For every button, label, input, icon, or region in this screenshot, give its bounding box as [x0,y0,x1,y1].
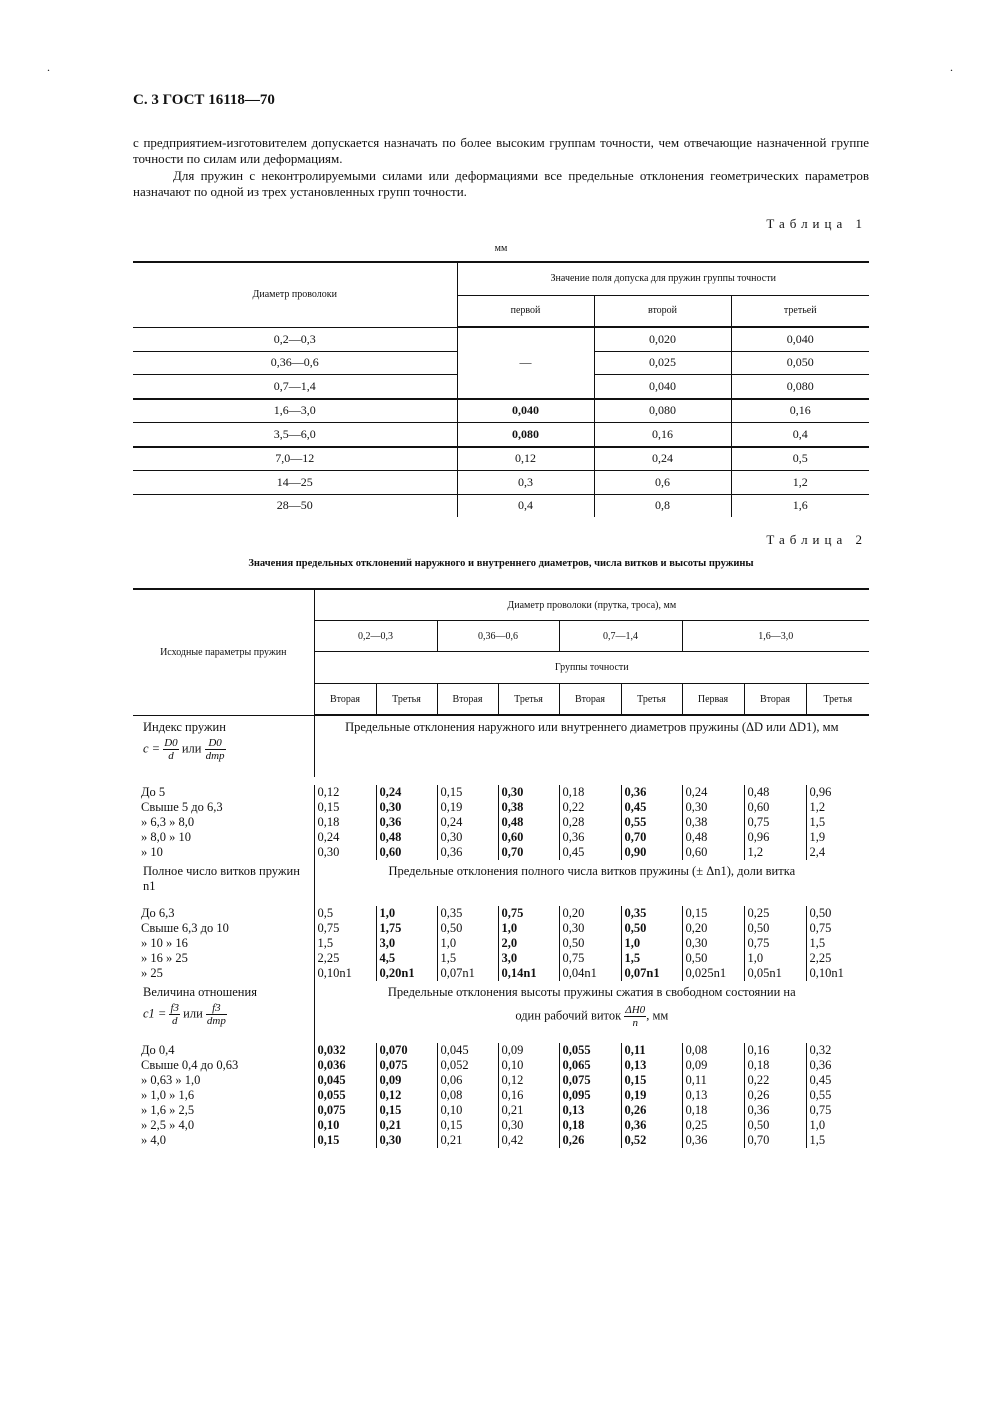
table-2 [133,588,869,1148]
table-cell: 0,18 [682,1103,744,1118]
table-cell: 0,21 [437,1133,498,1148]
table-cell: 0,90 [621,845,682,860]
table-cell: 0,21 [498,1103,559,1118]
section2-title: Предельные отклонения полного числа витков пружины (± Δn1), доли витка [314,860,869,906]
table-cell: 0,36 [376,815,437,830]
section1-label-cell [133,715,314,777]
table-cell: 0,10n1 [806,966,869,981]
table2-group: Третья [806,684,869,716]
table-cell: 0,13 [682,1088,744,1103]
table-cell: 4,5 [376,951,437,966]
scan-mark-left: . [47,60,50,74]
section3-fraction [169,1002,180,1027]
section3-title-fraction [624,1004,646,1029]
table-cell: 1,2 [731,471,869,495]
table-cell: 0,8 [594,494,731,517]
table-cell: 0,50 [806,906,869,921]
table-cell: 0,70 [621,830,682,845]
row-label: » 1,6 » 2,5 [141,1103,195,1117]
table-cell: 0,32 [806,1043,869,1058]
table-cell: 0,30 [314,845,376,860]
row-label: » 6,3 » 8,0 [141,815,195,829]
table-cell: 0,36 [682,1133,744,1148]
section3-formula-or: или [183,1006,203,1021]
page-header: С. 3 ГОСТ 16118—70 [133,92,275,108]
table-cell: 0,07n1 [621,966,682,981]
table-cell: 0,75 [559,951,621,966]
table-cell: 0,60 [498,830,559,845]
table-cell: 28—50 [276,498,313,513]
table-cell: 3,5—6,0 [133,423,457,447]
table-cell: 0,12 [498,1073,559,1088]
table-row [133,494,869,517]
table-cell: 0,13 [559,1103,621,1118]
table-row [133,1058,869,1073]
table-cell: 0,09 [376,1073,437,1088]
row-label: Свыше 6,3 до 10 [141,921,229,935]
table-cell: 0,6 [594,471,731,495]
fraction-denominator: d [172,1015,178,1027]
row-label: » 4,0 [141,1133,166,1147]
table-cell: 0,96 [744,830,806,845]
table-cell: 3,0 [376,936,437,951]
table-row [133,785,869,800]
table-cell: 0,08 [682,1043,744,1058]
table-cell: 0,10n1 [314,966,376,981]
table-row [133,921,869,936]
table-cell: 0,5 [731,447,869,471]
table-cell: 0,24 [594,447,731,471]
table-1 [133,261,869,517]
table-cell: 0,040 [457,399,594,423]
table-cell: 1,0 [498,921,559,936]
table-cell: 0,065 [559,1058,621,1073]
table-cell: 0,025n1 [682,966,744,981]
table-row [133,951,869,966]
table-cell: 0,18 [314,815,376,830]
section1-formula-or: или [181,740,202,755]
table-cell: 0,48 [744,785,806,800]
table-cell: 0,75 [314,921,376,936]
table-cell: 0,15 [376,1103,437,1118]
table2-group: Третья [621,684,682,716]
table-cell: 0,38 [498,800,559,815]
table-cell: 2,25 [806,951,869,966]
table-cell: 0,50 [744,1118,806,1133]
section3-title-c: , мм [646,1008,669,1023]
table2-group: Вторая [437,684,498,716]
table2-group: Первая [682,684,744,716]
table-cell: 0,38 [682,815,744,830]
section1-label: Индекс пружин [143,719,226,734]
table-cell: 0,10 [437,1103,498,1118]
fraction-numerator: ΔH0 [625,1004,646,1016]
table-cell: 0,10 [314,1118,376,1133]
table-cell: 0,10 [498,1058,559,1073]
table-cell: 0,025 [594,351,731,375]
table1-header-group: Значение поля допуска для пружин группы точности [457,262,869,295]
table1-dash-cell: — [457,327,594,399]
table-cell: 0,07n1 [437,966,498,981]
table-cell: 0,045 [314,1073,376,1088]
table-cell: 0,96 [806,785,869,800]
table-cell: 1,6 [731,494,869,517]
table-cell: 0,15 [682,906,744,921]
table-cell: 0,16 [498,1088,559,1103]
table-row [133,966,869,981]
table-cell: 0,36 [806,1058,869,1073]
table-row [133,815,869,830]
table-cell: 0,60 [376,845,437,860]
table-cell: 0,4 [731,423,869,447]
table-cell: 0,30 [498,785,559,800]
row-label: До 5 [141,785,166,799]
table-cell: 0,12 [457,447,594,471]
table-row [133,327,869,351]
table-cell: 0,60 [682,845,744,860]
table1-header-g3: третьей [731,295,869,327]
paragraph-1: с предприятием-изготовителем допускается назначать по более высоким группам точности, чем отвечающие назначенной группе точности по силам или деформациям. [133,135,869,166]
table-cell: 0,19 [437,800,498,815]
section3-title [314,981,869,1043]
table-cell: 1,5 [806,936,869,951]
table-cell: 0,15 [621,1073,682,1088]
table-cell: 0,24 [314,830,376,845]
table-cell: 1,9 [806,830,869,845]
table-cell: 1,2 [806,800,869,815]
table-cell: 0,095 [559,1088,621,1103]
table-cell: 1,75 [376,921,437,936]
table-cell: 1,0 [376,906,437,921]
table-cell: 0,36 [744,1103,806,1118]
table-row [133,1118,869,1133]
table-cell: 0,16 [731,399,869,423]
table-cell: 0,25 [744,906,806,921]
table-cell: 0,28 [559,815,621,830]
table-cell: 0,12 [314,785,376,800]
table-cell: 0,45 [559,845,621,860]
row-label: » 16 » 25 [141,951,188,965]
table-cell: 0,14n1 [498,966,559,981]
table-cell: 0,12 [376,1088,437,1103]
table-cell: 0,040 [731,327,869,351]
section3-formula-c: c1 = [143,1006,167,1021]
table-cell: 0,42 [498,1133,559,1148]
row-label: » 10 [141,845,163,859]
table-cell: 0,48 [498,815,559,830]
table-cell: 0,4 [457,494,594,517]
table-cell: 0,045 [437,1043,498,1058]
table-row [133,936,869,951]
table-cell: 0,11 [621,1043,682,1058]
table-cell: 0,35 [621,906,682,921]
table-cell: 0,15 [314,1133,376,1148]
row-label: » 2,5 » 4,0 [141,1118,195,1132]
table-cell: 1,5 [621,951,682,966]
section1-rows-anchor [133,777,869,785]
table-cell: 0,15 [437,1118,498,1133]
row-label: Свыше 0,4 до 0,63 [141,1058,239,1072]
section3-header-row [133,981,869,1043]
table-cell: 1,5 [806,815,869,830]
table2-group: Третья [498,684,559,716]
table-cell: 0,3 [457,471,594,495]
table-cell: 0,020 [594,327,731,351]
table-cell: 0,30 [682,800,744,815]
section1-fraction-2 [205,737,226,762]
table-cell: 1,2 [744,845,806,860]
fraction-numerator: f3 [206,1002,227,1015]
table2-group: Третья [376,684,437,716]
table-row [133,906,869,921]
table-cell: 0,30 [376,1133,437,1148]
table-cell: 0,09 [682,1058,744,1073]
table-row [133,800,869,815]
table1-header-wire: Диаметр проволоки [133,262,457,327]
table-cell: 0,26 [621,1103,682,1118]
row-label: » 10 » 16 [141,936,188,950]
table-cell: 0,30 [682,936,744,951]
row-label: » 25 [141,966,163,980]
section3-title-a: Предельные отклонения высоты пружины сжатия в свободном состоянии на [387,985,796,999]
table-cell: 0,48 [682,830,744,845]
fraction-numerator: f3 [170,1002,180,1014]
table-cell: 0,50 [621,921,682,936]
table-cell: 0,075 [314,1103,376,1118]
table-cell: 0,50 [559,936,621,951]
table-row [133,1133,869,1148]
row-label: » 8,0 » 10 [141,830,191,844]
table-cell: 0,05n1 [744,966,806,981]
table-cell: 0,7—1,4 [133,375,457,399]
table-cell: 1,0 [744,951,806,966]
fraction-denominator: d [168,749,174,762]
paragraph-2: Для пружин с неконтролируемыми силами или деформациями все предельные отклонения геометрических параметров назначают по одной из трех установленных групп точности. [133,168,869,199]
table-cell: 0,70 [498,845,559,860]
table-cell: 0,15 [437,785,498,800]
table-cell: 0,18 [559,1118,621,1133]
table-row [133,399,869,423]
table-row [133,830,869,845]
section2-label: Полное число витков пружин n1 [143,864,300,893]
table-cell: 0,36 [559,830,621,845]
table-cell: 0,22 [744,1073,806,1088]
table-cell: 0,5 [314,906,376,921]
table-cell: 0,30 [376,800,437,815]
table-cell: 0,24 [376,785,437,800]
table2-wire-range: 0,36—0,6 [437,621,559,652]
table-cell: 0,21 [376,1118,437,1133]
table-cell: 7,0—12 [133,447,457,471]
row-label: » 0,63 » 1,0 [141,1073,201,1087]
fraction-numerator: D0 [164,736,178,749]
table2-groups-label: Группы точности [314,652,869,684]
table-cell: 0,45 [621,800,682,815]
table-row [133,1103,869,1118]
table-cell: 0,45 [806,1073,869,1088]
table-cell: 1,0 [437,936,498,951]
section3-label: Величина отношения [143,985,257,999]
table-cell: 0,16 [594,423,731,447]
table-cell: 0,11 [682,1073,744,1088]
table-row [133,471,869,495]
section1-formula-c: c = [143,740,161,755]
table1-caption: Таблица 1 [766,216,867,231]
section3-label-cell [133,981,314,1043]
table-cell: 1,5 [314,936,376,951]
table-cell: 0,26 [559,1133,621,1148]
table1-header-g1: первой [457,295,594,327]
table-row [133,423,869,447]
table-cell: 0,55 [621,815,682,830]
table-cell: 1,5 [437,951,498,966]
table-cell: 14—25 [133,471,457,495]
table-cell: 0,20 [682,921,744,936]
table-cell: 0,30 [437,830,498,845]
table-cell: 0,19 [621,1088,682,1103]
table-cell: 0,04n1 [559,966,621,981]
table-cell: 0,20n1 [376,966,437,981]
section1-title: Предельные отклонения наружного или внутреннего диаметров пружины (ΔD или ΔD1), мм [314,715,869,777]
table-cell: 0,080 [594,399,731,423]
table2-header-params: Исходные параметры пружин [133,589,314,715]
table1-header-g2: второй [594,295,731,327]
table-cell: 0,055 [559,1043,621,1058]
table2-wire-range: 0,2—0,3 [314,621,437,652]
table-row [133,447,869,471]
section2-header-row [133,860,869,906]
table-cell: 0,75 [806,1103,869,1118]
table-cell: 0,30 [498,1118,559,1133]
table-cell: 0,50 [744,921,806,936]
table-cell: 0,75 [744,815,806,830]
table-cell: 0,36 [437,845,498,860]
table-cell: 0,35 [437,906,498,921]
table-cell: 0,75 [806,921,869,936]
fraction-denominator: n [632,1017,638,1029]
table2-wire-range: 1,6—3,0 [682,621,869,652]
table2-caption: Таблица 2 [766,532,867,547]
table-cell: 0,13 [621,1058,682,1073]
table-row [133,845,869,860]
table2-group: Вторая [559,684,621,716]
table-cell: 0,30 [559,921,621,936]
table2-wire-range: 0,7—1,4 [559,621,682,652]
table-cell: 0,050 [731,351,869,375]
table-cell: 0,06 [437,1073,498,1088]
table-cell: 0,60 [744,800,806,815]
section1-fraction [163,737,178,762]
section3-fraction-2 [206,1002,227,1027]
table-cell: 0,36—0,6 [133,351,457,375]
table-row [133,1073,869,1088]
table-cell: 1,5 [806,1133,869,1148]
table-cell: 0,36 [621,785,682,800]
table-cell: 2,0 [498,936,559,951]
table-cell: 0,080 [457,423,594,447]
table-cell: 0,25 [682,1118,744,1133]
table-row [133,1088,869,1103]
table2-group: Вторая [744,684,806,716]
table-cell: 0,075 [559,1073,621,1088]
fraction-denominator: dтр [205,749,225,762]
table-cell: 1,0 [621,936,682,951]
row-label: До 6,3 [141,906,175,920]
table-cell: 0,052 [437,1058,498,1073]
table-cell: 0,18 [744,1058,806,1073]
table-cell: 0,36 [621,1118,682,1133]
section3-title-b: один рабочий виток [515,1008,622,1023]
table-row [133,1043,869,1058]
table-cell: 0,15 [314,800,376,815]
table-cell: 3,0 [498,951,559,966]
table-cell: 0,18 [559,785,621,800]
table-cell: 0,55 [806,1088,869,1103]
table-cell: 0,75 [498,906,559,921]
table-cell: 0,036 [314,1058,376,1073]
table-cell: 0,040 [594,375,731,399]
table-cell: 0,50 [682,951,744,966]
row-label: До 0,4 [141,1043,175,1057]
table2-header-wire: Диаметр проволоки (прутка, троса), мм [314,589,869,621]
table-cell: 2,25 [314,951,376,966]
table-cell: 0,50 [437,921,498,936]
table-cell: 0,2—0,3 [133,327,457,351]
table-cell: 0,24 [437,815,498,830]
table-cell: 0,26 [744,1088,806,1103]
table-cell: 0,070 [376,1043,437,1058]
fraction-denominator: dтр [206,1015,226,1027]
table-cell: 0,70 [744,1133,806,1148]
table-cell: 0,09 [498,1043,559,1058]
table-cell: 0,16 [744,1043,806,1058]
table2-title: Значения предельных отклонений наружного и внутреннего диаметров, числа витков и высоты пружины [248,558,754,569]
table-cell: 0,075 [376,1058,437,1073]
table-cell: 0,52 [621,1133,682,1148]
table-cell: 0,055 [314,1088,376,1103]
scan-mark-right: . [950,60,953,74]
table-cell: 0,032 [314,1043,376,1058]
table-cell: 0,48 [376,830,437,845]
table-cell: 1,0 [806,1118,869,1133]
table2-group: Вторая [314,684,376,716]
table-cell: 0,080 [731,375,869,399]
table-cell: 0,75 [744,936,806,951]
table-cell: 1,6—3,0 [133,399,457,423]
row-label: » 1,0 » 1,6 [141,1088,195,1102]
table-cell: 0,08 [437,1088,498,1103]
table-cell: 0,20 [559,906,621,921]
table-cell: 0,22 [559,800,621,815]
table-cell: 0,24 [682,785,744,800]
table-cell: 2,4 [806,845,869,860]
row-label: Свыше 5 до 6,3 [141,800,223,814]
fraction-numerator: D0 [205,737,226,750]
table1-units: мм [494,243,508,254]
